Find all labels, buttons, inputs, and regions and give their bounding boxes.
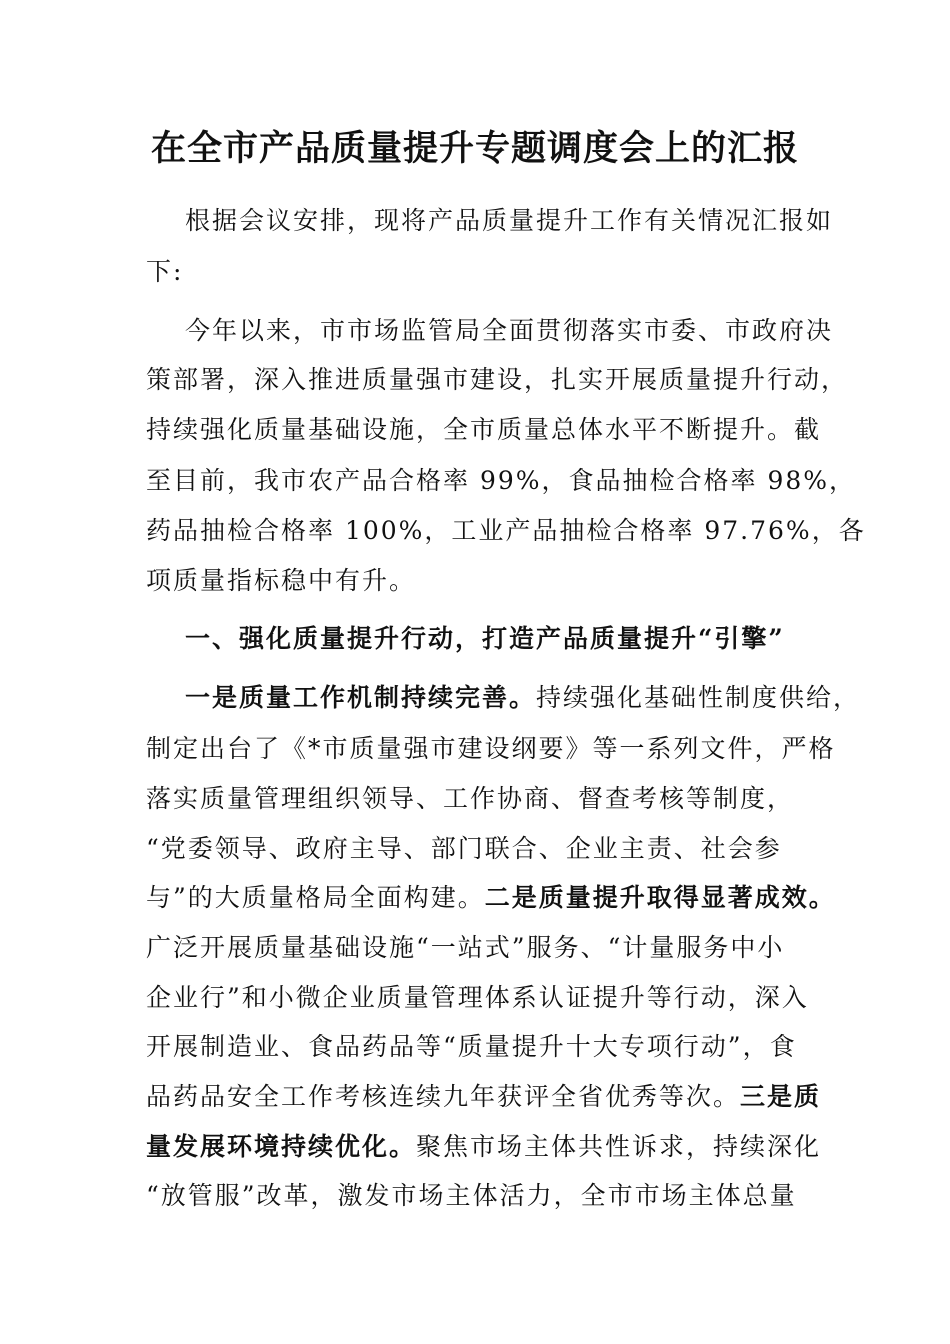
- line-text: 企业行”和小微企业质量管理体系认证提升等行动，深入: [146, 983, 809, 1012]
- paragraph-line: [146, 254, 183, 290]
- point-heading: 一是质量工作机制持续完善。: [185, 683, 537, 712]
- line-text: 制定出台了《*市质量强市建设纲要》等一系列文件，严格: [146, 734, 836, 763]
- paragraph-line: [146, 831, 782, 867]
- line-text: 药品抽检合格率 100%，工业产品抽检合格率 97.76%，各: [146, 516, 866, 545]
- line-text: “放管服”改革，激发市场主体活力，全市市场主体总量: [146, 1181, 797, 1210]
- paragraph-line: [146, 362, 848, 398]
- point-heading: 三是质: [740, 1082, 822, 1111]
- line-text: 落实质量管理组织领导、工作协商、督查考核等制度，: [146, 784, 795, 813]
- paragraph-line: [146, 1129, 821, 1165]
- point-heading: 二是质量提升取得显著成效。: [484, 883, 836, 912]
- line-text: 品药品安全工作考核连续九年获评全省优秀等次。: [146, 1082, 741, 1111]
- line-text: 与”的大质量格局全面构建。: [146, 883, 485, 912]
- line-text: “党委领导、政府主导、部门联合、企业主责、社会参: [146, 834, 782, 863]
- paragraph-line: [146, 930, 784, 966]
- line-text: 聚焦市场主体共性诉求，持续深化: [416, 1132, 822, 1161]
- line-text: 至目前，我市农产品合格率 99%，食品抽检合格率 98%，: [146, 466, 857, 495]
- paragraph-line: [146, 880, 836, 916]
- paragraph-line: [146, 412, 821, 448]
- paragraph-line: [146, 1079, 821, 1115]
- line-text: 广泛开展质量基础设施“一站式”服务、“计量服务中小: [146, 933, 785, 962]
- paragraph-line: [185, 203, 833, 239]
- line-text: 下:: [146, 257, 184, 286]
- paragraph-line: [146, 1178, 797, 1214]
- heading-text: 一、强化质量提升行动，打造产品质量提升“引擎”: [185, 624, 785, 653]
- line-text: 开展制造业、食品药品等“质量提升十大专项行动”，食: [146, 1032, 797, 1061]
- line-text: 持续强化质量基础设施，全市质量总体水平不断提升。截: [146, 415, 822, 444]
- paragraph-line: [146, 513, 866, 549]
- document-title: 在全市产品质量提升专题调度会上的汇报: [150, 128, 799, 169]
- line-text: 今年以来，市市场监管局全面贯彻落实市委、市政府决: [185, 316, 834, 345]
- line-text: 持续强化基础性制度供给，: [536, 683, 861, 712]
- paragraph-line: [185, 313, 833, 349]
- point-heading: 量发展环境持续优化。: [146, 1132, 417, 1161]
- paragraph-line: [185, 680, 860, 716]
- section-heading: [185, 621, 785, 657]
- paragraph-line: [146, 980, 809, 1016]
- line-text: 策部署，深入推进质量强市建设，扎实开展质量提升行动，: [146, 365, 849, 394]
- paragraph-line: [146, 1029, 797, 1065]
- line-text: 根据会议安排，现将产品质量提升工作有关情况汇报如: [185, 206, 834, 235]
- paragraph-line: [146, 463, 856, 499]
- line-text: 项质量指标稳中有升。: [146, 566, 417, 595]
- paragraph-line: [146, 563, 416, 599]
- paragraph-line: [146, 781, 794, 817]
- paragraph-line: [146, 731, 836, 767]
